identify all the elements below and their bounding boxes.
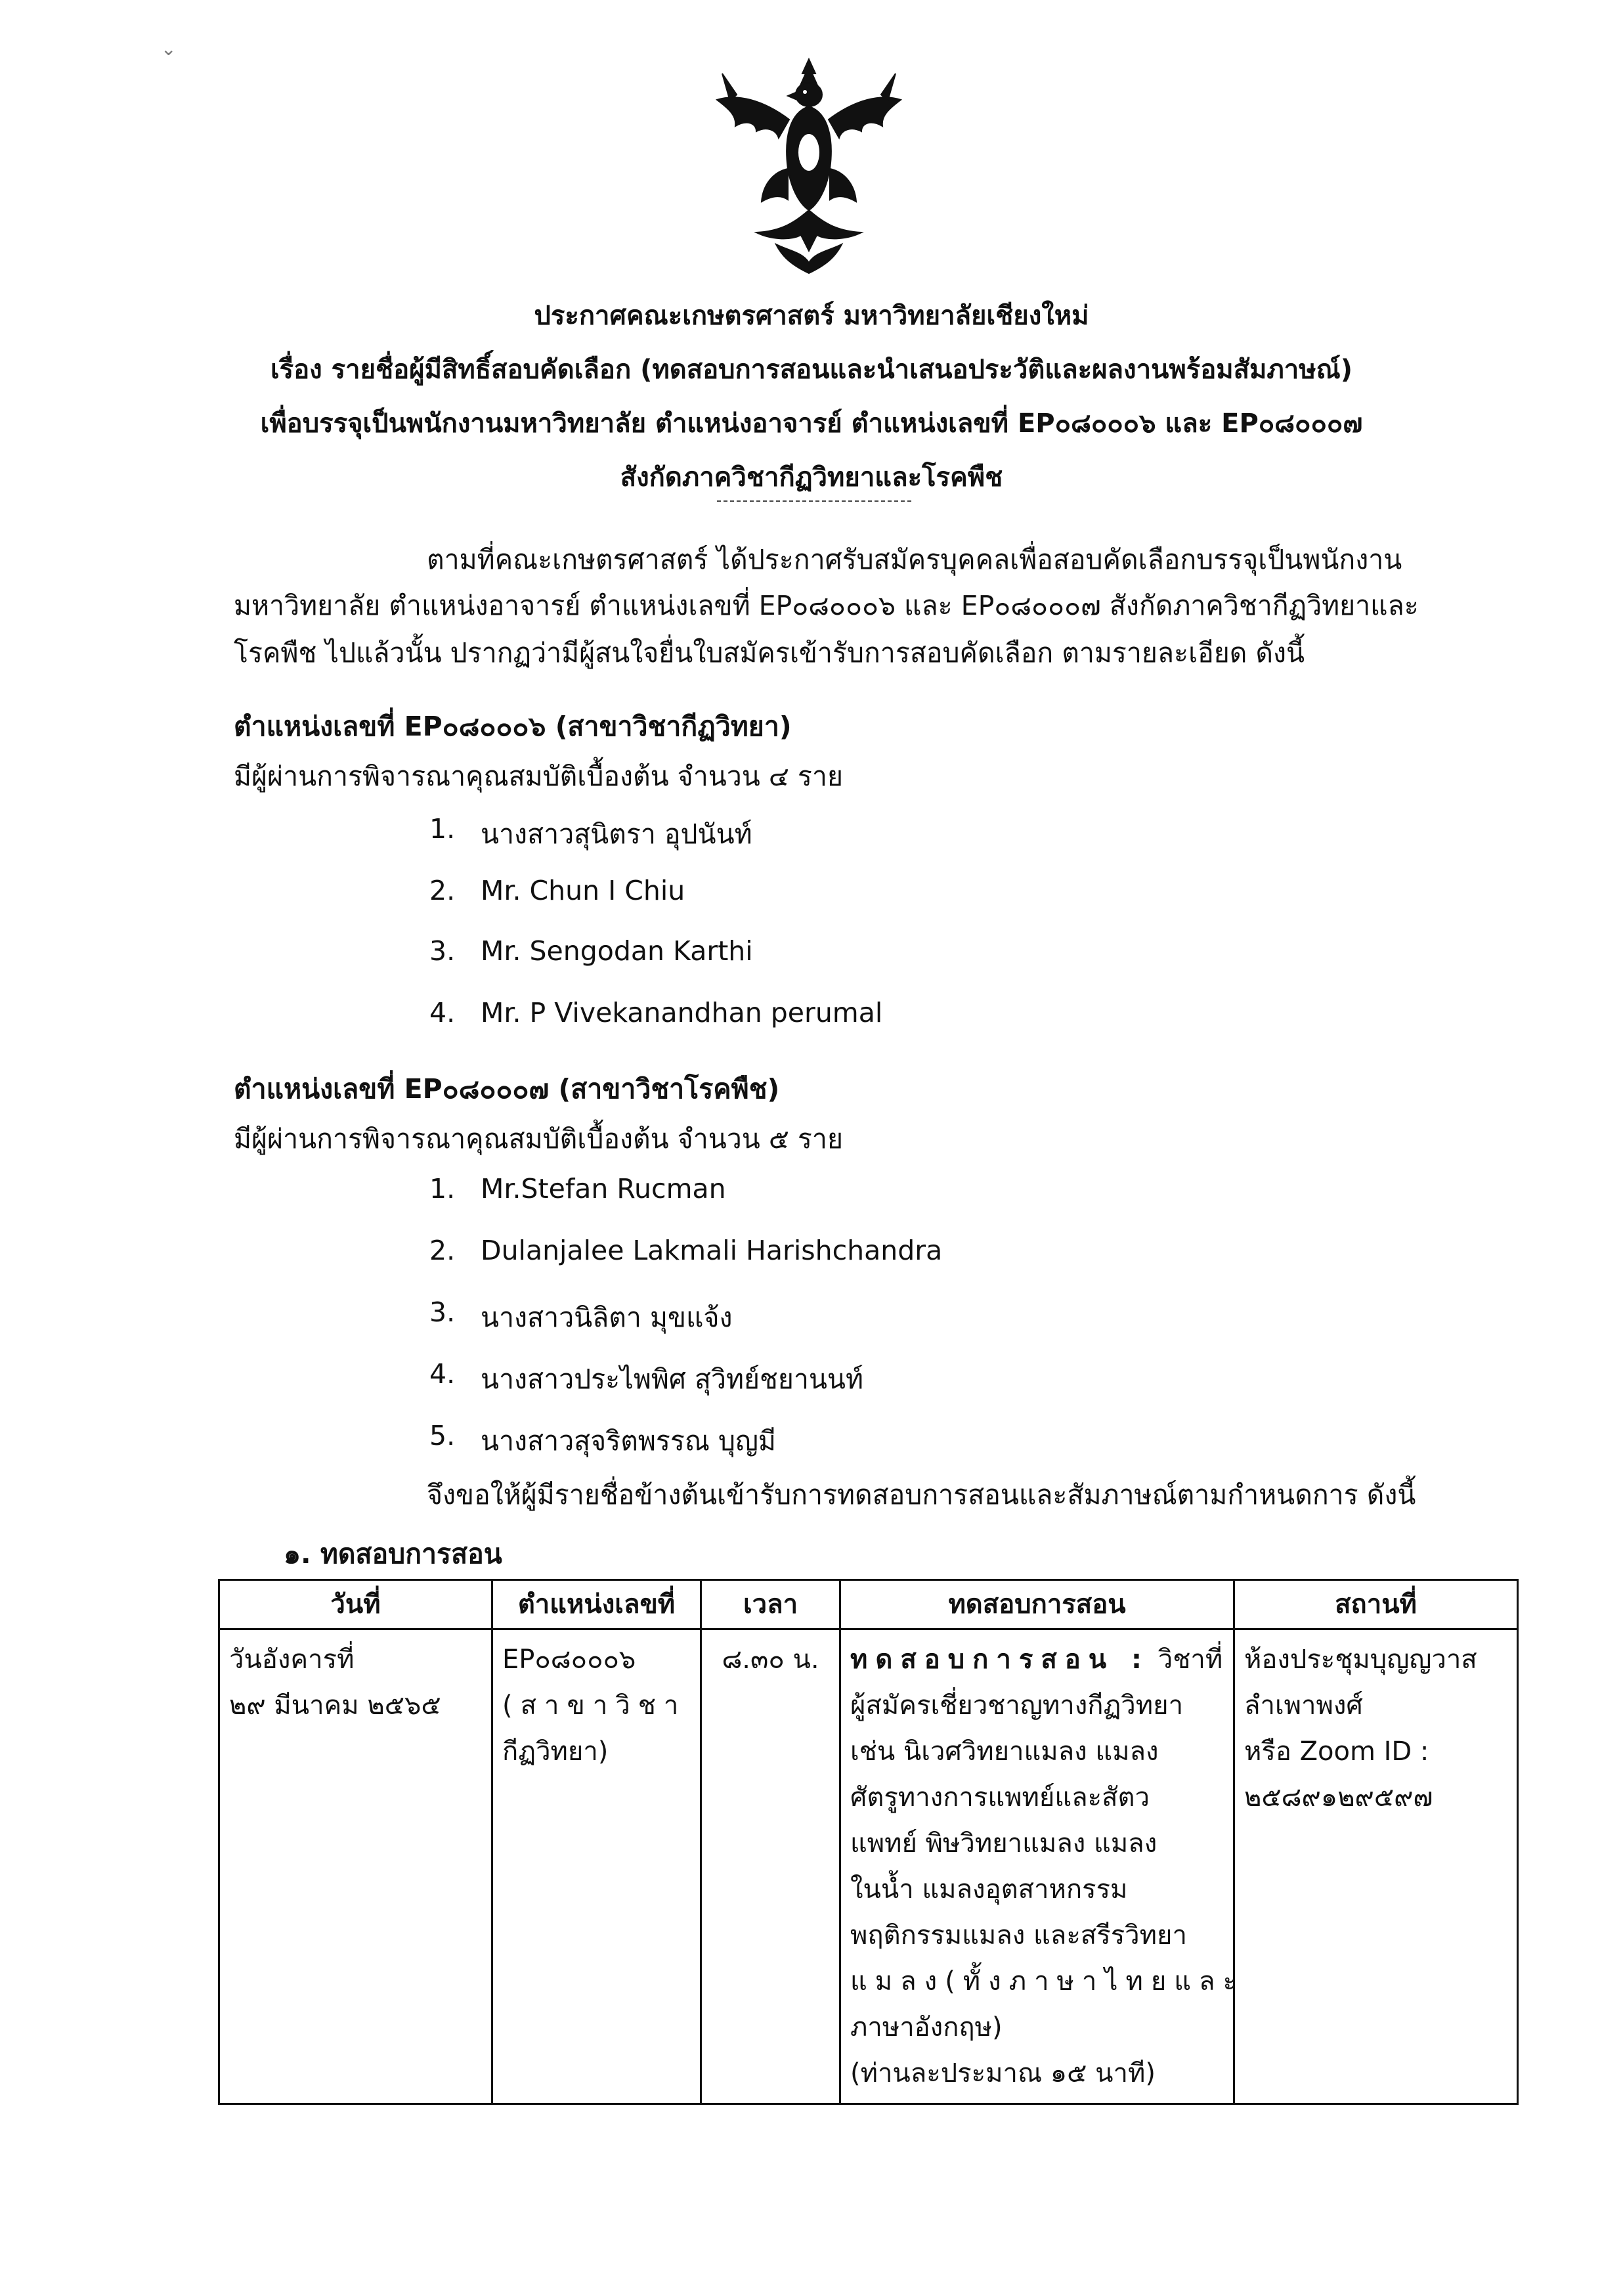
list-item-number: 5.: [429, 1420, 456, 1451]
closing-line: จึงขอให้ผู้มีรายชื่อข้างต้นเข้ารับการทดสอบการสอนและสัมภาษณ์ตามกำหนดการ ดังนี้: [427, 1479, 1416, 1511]
column-header-teaching: ทดสอบการสอน: [840, 1580, 1234, 1629]
teaching-line: แพทย์ พิษวิทยาแมลง แมลง: [850, 1828, 1158, 1859]
list-item-number: 2.: [429, 1235, 456, 1266]
scan-mark: ⌄: [161, 38, 177, 60]
place-room-cont: ลำเพาพงศ์: [1244, 1690, 1363, 1721]
table-row: [219, 1629, 1518, 2104]
position2-summary: มีผู้ผ่านการพิจารณาคุณสมบัติเบื้องต้น จำนวน ๕ ราย: [234, 1123, 843, 1155]
position-branch-cont: กีฏวิทยา): [502, 1736, 609, 1767]
intro-line-2: มหาวิทยาลัย ตำแหน่งอาจารย์ ตำแหน่งเลขที่ EP๐๘๐๐๐๖ และ EP๐๘๐๐๐๗ สังกัดภาควิชากีฏวิทยาและ: [234, 590, 1419, 621]
position1-heading: ตำแหน่งเลขที่ EP๐๘๐๐๐๖ (สาขาวิชากีฏวิทยา): [234, 711, 792, 742]
candidate-name: Mr.Stefan Rucman: [481, 1173, 726, 1204]
schedule-table: [218, 1579, 1519, 2105]
header-line-3: เพื่อบรรจุเป็นพนักงานมหาวิทยาลัย ตำแหน่งอาจารย์ ตำแหน่งเลขที่ EP๐๘๐๐๐๖ และ EP๐๘๐๐๐๗: [260, 408, 1363, 439]
column-header-time: เวลา: [701, 1580, 840, 1629]
teaching-line: พฤติกรรมแมลง และสรีรวิทยา: [850, 1920, 1187, 1951]
date-value: ๒๙ มีนาคม ๒๕๖๕: [229, 1690, 441, 1721]
list-item-number: 3.: [429, 1296, 456, 1328]
candidate-name: Mr. P Vivekanandhan perumal: [481, 997, 883, 1028]
date-weekday: วันอังคารที่: [229, 1645, 355, 1675]
zoom-label: หรือ Zoom ID :: [1244, 1736, 1429, 1767]
intro-line-3: โรคพืช ไปแล้วนั้น ปรากฏว่ามีผู้สนใจยื่นใบสมัครเข้ารับการสอบคัดเลือก ตามรายละเอียด ดังนี้: [234, 637, 1305, 669]
list-item-number: 1.: [429, 813, 456, 845]
section1-title: ๑. ทดสอบการสอน: [284, 1538, 502, 1570]
position1-summary: มีผู้ผ่านการพิจารณาคุณสมบัติเบื้องต้น จำนวน ๔ ราย: [234, 761, 843, 792]
candidate-name: นางสาวสุจริตพรรณ บุญมี: [481, 1425, 776, 1457]
column-header-position: ตำแหน่งเลขที่: [492, 1580, 701, 1629]
zoom-id: ๒๕๘๙๑๒๙๕๙๗: [1244, 1782, 1433, 1813]
list-item-number: 1.: [429, 1173, 456, 1204]
teaching-first-text: วิชาที่: [1150, 1645, 1223, 1675]
header-line-4: สังกัดภาควิชากีฏวิทยาและโรคพืช: [620, 462, 1003, 493]
column-header-place: สถานที่: [1234, 1580, 1518, 1629]
position2-heading: ตำแหน่งเลขที่ EP๐๘๐๐๐๗ (สาขาวิชาโรคพืช): [234, 1073, 780, 1105]
list-item-number: 4.: [429, 997, 456, 1028]
teaching-first-line: [850, 1637, 1224, 1683]
teaching-line: ผู้สมัครเชี่ยวชาญทางกีฏวิทยา: [850, 1690, 1184, 1721]
teaching-line: แมลง(ทั้งภาษาไทยและ: [850, 1966, 1245, 1997]
column-header-date: วันที่: [219, 1580, 492, 1629]
position-branch: (สาขาวิชา: [502, 1690, 687, 1721]
teaching-line: เช่น นิเวศวิทยาแมลง แมลง: [850, 1736, 1159, 1767]
list-item-number: 2.: [429, 875, 456, 906]
position-cell: [492, 1629, 701, 2104]
teaching-line: ภาษาอังกฤษ): [850, 2012, 1003, 2042]
place-cell: [1234, 1629, 1518, 2104]
date-cell: [219, 1629, 492, 2104]
garuda-emblem-icon: [710, 54, 907, 277]
teaching-line: ในน้ำ แมลงอุตสาหกรรม: [850, 1874, 1128, 1905]
intro-line-1: ตามที่คณะเกษตรศาสตร์ ได้ประกาศรับสมัครบุคคลเพื่อสอบคัดเลือกบรรจุเป็นพนักงาน: [427, 544, 1402, 575]
list-item-number: 4.: [429, 1358, 456, 1390]
candidate-name: นางสาวประไพพิศ สุวิทย์ชยานนท์: [481, 1363, 863, 1395]
place-room: ห้องประชุมบุญญวาส: [1244, 1645, 1477, 1675]
teaching-cell: [840, 1629, 1245, 2104]
candidate-name: Mr. Chun I Chiu: [481, 875, 685, 906]
candidate-name: นางสาวสุนิตรา อุปนันท์: [481, 818, 752, 850]
candidate-name: Mr. Sengodan Karthi: [481, 935, 753, 967]
teaching-label: ทดสอบการสอน :: [850, 1645, 1150, 1675]
time-cell: ๘.๓๐ น.: [701, 1629, 840, 2104]
table-header-row: [219, 1580, 1518, 1629]
teaching-duration: (ท่านละประมาณ ๑๕ นาที): [850, 2058, 1156, 2088]
position-code: EP๐๘๐๐๐๖: [502, 1645, 636, 1675]
header-line-1: ประกาศคณะเกษตรศาสตร์ มหาวิทยาลัยเชียงใหม่: [534, 301, 1089, 331]
list-item-number: 3.: [429, 935, 456, 967]
candidate-name: Dulanjalee Lakmali Harishchandra: [481, 1235, 943, 1266]
header-divider: [717, 500, 911, 502]
teaching-line: ศัตรูทางการแพทย์และสัตว: [850, 1782, 1150, 1813]
header-line-2: เรื่อง รายชื่อผู้มีสิทธิ์สอบคัดเลือก (ทดสอบการสอนและนำเสนอประวัติและผลงานพร้อมสัมภาษณ์): [270, 355, 1352, 385]
candidate-name: นางสาวนิลิตา มุขแจ้ง: [481, 1302, 733, 1333]
